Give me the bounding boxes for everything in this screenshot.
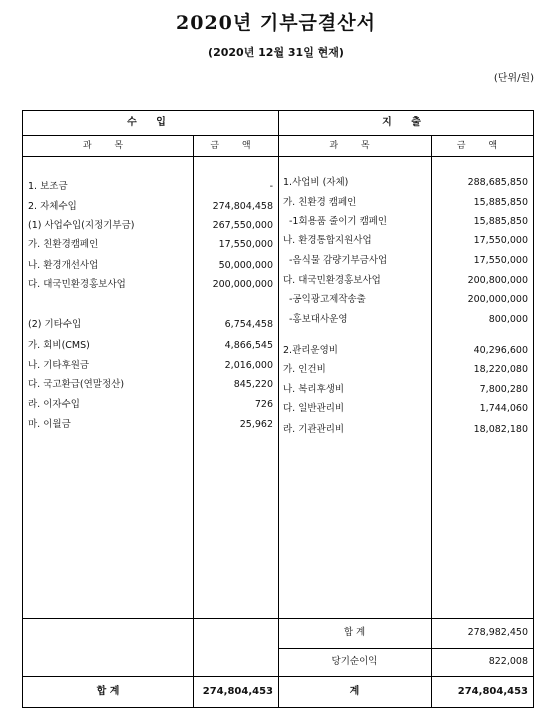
surplus-amount: 822,008 xyxy=(488,656,528,667)
income-label: 가. 친환경캠페인 xyxy=(28,239,99,250)
expense-amount: 15,885,850 xyxy=(473,197,528,208)
settlement-table xyxy=(22,110,534,708)
expense-label: 다. 일반관리비 xyxy=(283,403,345,414)
expense-amount: 18,082,180 xyxy=(473,424,528,435)
divider-subheader xyxy=(23,156,533,157)
expense-amount: 40,296,600 xyxy=(473,345,528,356)
income-amount: 845,220 xyxy=(233,379,273,390)
income-amount: 25,962 xyxy=(239,419,273,430)
expense-amount: 200,000,000 xyxy=(467,294,528,305)
expense-label: -홍보대사운영 xyxy=(289,314,348,325)
document-title: 2020년 기부금결산서 xyxy=(176,12,376,34)
divider-body-end xyxy=(23,618,533,619)
expense-label: 1.사업비 (자체) xyxy=(283,177,349,188)
as-of-date: (2020년 12월 31일 현재) xyxy=(208,46,344,59)
expense-label: 나. 환경통합지원사업 xyxy=(283,235,372,246)
expense-label: -1회용품 줄이기 캠페인 xyxy=(289,216,388,227)
income-label: 2. 자체수입 xyxy=(28,201,77,212)
unit-label: (단위/원) xyxy=(493,73,534,84)
income-amount: 6,754,458 xyxy=(224,319,273,330)
expense-subtotal-amount: 278,982,450 xyxy=(467,627,528,638)
income-amount: 50,000,000 xyxy=(218,260,273,271)
expense-header: 지 출 xyxy=(382,117,429,128)
divider-subtotal xyxy=(278,648,533,649)
income-label: 다. 국고환급(연말정산) xyxy=(28,379,125,390)
income-amount: 2,016,000 xyxy=(224,360,273,371)
expense-amount-header: 금 액 xyxy=(456,141,508,151)
income-account-header: 과 목 xyxy=(82,141,134,151)
expense-label: -공익광고제작송출 xyxy=(289,294,366,305)
expense-amount: 1,744,060 xyxy=(479,403,528,414)
surplus-label: 당기순이익 xyxy=(331,656,378,667)
expense-label: 2.관리운영비 xyxy=(283,345,338,356)
income-amount: 726 xyxy=(254,399,273,410)
expense-amount: 18,220,080 xyxy=(473,364,528,375)
expense-total-label: 계 xyxy=(349,686,360,697)
expense-amount: 800,000 xyxy=(488,314,528,325)
income-amount-header: 금 액 xyxy=(210,141,261,151)
expense-amount: 200,800,000 xyxy=(467,275,528,286)
expense-account-header: 과 목 xyxy=(329,141,380,151)
income-amount: 267,550,000 xyxy=(212,220,273,231)
income-label: 1. 보조금 xyxy=(28,181,68,192)
income-label: 가. 회비(CMS) xyxy=(28,340,90,351)
income-label: 나. 환경개선사업 xyxy=(28,260,99,271)
income-amount: 274,804,458 xyxy=(212,201,273,212)
income-label: 마. 이월금 xyxy=(28,419,71,430)
income-label: 나. 기타후원금 xyxy=(28,360,90,371)
expense-label: 가. 친환경 캠페인 xyxy=(283,197,357,208)
expense-subtotal-label: 합 계 xyxy=(343,627,366,638)
expense-total-amount: 274,804,453 xyxy=(457,686,528,697)
income-amount: - xyxy=(269,181,273,192)
income-label: 다. 대국민환경홍보사업 xyxy=(28,279,126,290)
expense-amount: 15,885,850 xyxy=(473,216,528,227)
expense-label: 나. 복리후생비 xyxy=(283,384,345,395)
divider-header xyxy=(23,135,533,136)
income-amount: 17,550,000 xyxy=(218,239,273,250)
income-amount: 200,000,000 xyxy=(212,279,273,290)
income-label: (1) 사업수입(지정기부금) xyxy=(28,220,135,231)
expense-amount: 7,800,280 xyxy=(479,384,528,395)
income-label: 라. 이자수입 xyxy=(28,399,80,410)
income-total-amount: 274,804,453 xyxy=(202,686,273,697)
income-total-label: 합 계 xyxy=(96,686,120,697)
expense-label: 가. 인건비 xyxy=(283,364,326,375)
income-header: 수 입 xyxy=(127,117,174,128)
expense-amount: 17,550,000 xyxy=(473,255,528,266)
expense-label: -음식물 감량기부금사업 xyxy=(289,255,388,266)
expense-amount: 288,685,850 xyxy=(467,177,528,188)
expense-label: 라. 기관관리비 xyxy=(283,424,345,435)
income-amount: 4,866,545 xyxy=(224,340,273,351)
divider-totals xyxy=(23,676,533,677)
expense-amount: 17,550,000 xyxy=(473,235,528,246)
income-label: (2) 기타수입 xyxy=(28,319,82,330)
expense-label: 다. 대국민환경홍보사업 xyxy=(283,275,381,286)
